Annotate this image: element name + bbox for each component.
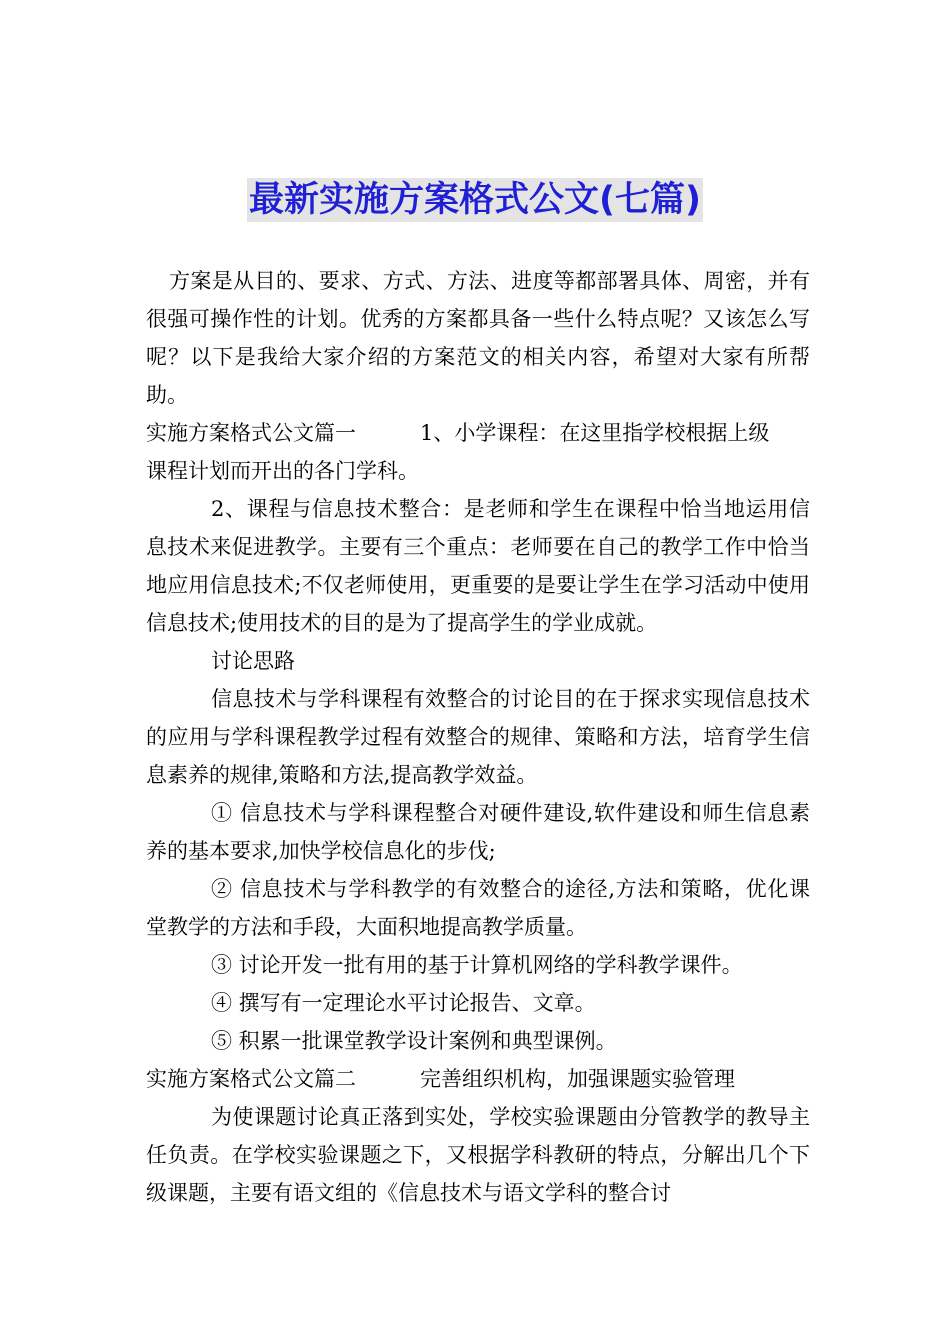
section-two-paragraph: 为使课题讨论真正落到实处，学校实验课题由分管教学的教导主任负责。在学校实验课题之下，又根据学科教研的特点，分解出几个下级课题，主要有语文组的《信息技术与语文学科的整合讨 [146, 1105, 810, 1205]
list-item-1: ① 信息技术与学科课程整合对硬件建设,软件建设和师生信息素养的基本要求,加快学校信息化的步伐; [146, 801, 810, 863]
section-one-line [146, 414, 810, 452]
section-two-first-heading: 完善组织机构，加强课题实验管理 [420, 1067, 735, 1091]
section-two-label: 实施方案格式公文篇二 [146, 1067, 356, 1091]
section-two-line [146, 1060, 810, 1098]
list-item-2: ② 信息技术与学科教学的有效整合的途径,方法和策略，优化课堂教学的方法和手段，大面积地提高教学质量。 [146, 877, 810, 939]
section-one-first-point: 1、小学课程：在这里指学校根据上级 [420, 421, 770, 445]
list-item-4: ④ 撰写有一定理论水平讨论报告、文章。 [211, 991, 596, 1015]
discussion-heading: 讨论思路 [211, 649, 295, 673]
title-container [0, 178, 950, 222]
section-one-first-point-continuation: 课程计划而开出的各门学科。 [146, 459, 419, 483]
list-item-3: ③ 讨论开发一批有用的基于计算机网络的学科教学课件。 [211, 953, 743, 977]
discussion-paragraph: 信息技术与学科课程有效整合的讨论目的在于探求实现信息技术的应用与学科课程教学过程有效整合的规律、策略和方法，培育学生信息素养的规律,策略和方法,提高教学效益。 [146, 687, 810, 787]
document-title: 最新实施方案格式公文(七篇) [249, 180, 701, 220]
list-item-5: ⑤ 积累一批课堂教学设计案例和典型课例。 [211, 1029, 617, 1053]
intro-paragraph: 方案是从目的、要求、方式、方法、进度等都部署具体、周密，并有很强可操作性的计划。优秀的方案都具备一些什么特点呢？又该怎么写呢？以下是我给大家介绍的方案范文的相关内容，希望对大家有所帮助。 [146, 269, 810, 407]
document-body [146, 262, 810, 1212]
section-one-label: 实施方案格式公文篇一 [146, 421, 356, 445]
point-two-paragraph: 2、课程与信息技术整合：是老师和学生在课程中恰当地运用信息技术来促进教学。主要有三个重点：老师要在自己的教学工作中恰当地应用信息技术;不仅老师使用，更重要的是要让学生在学习活动中使用信息技术;使用技术的目的是为了提高学生的学业成就。 [146, 497, 810, 635]
